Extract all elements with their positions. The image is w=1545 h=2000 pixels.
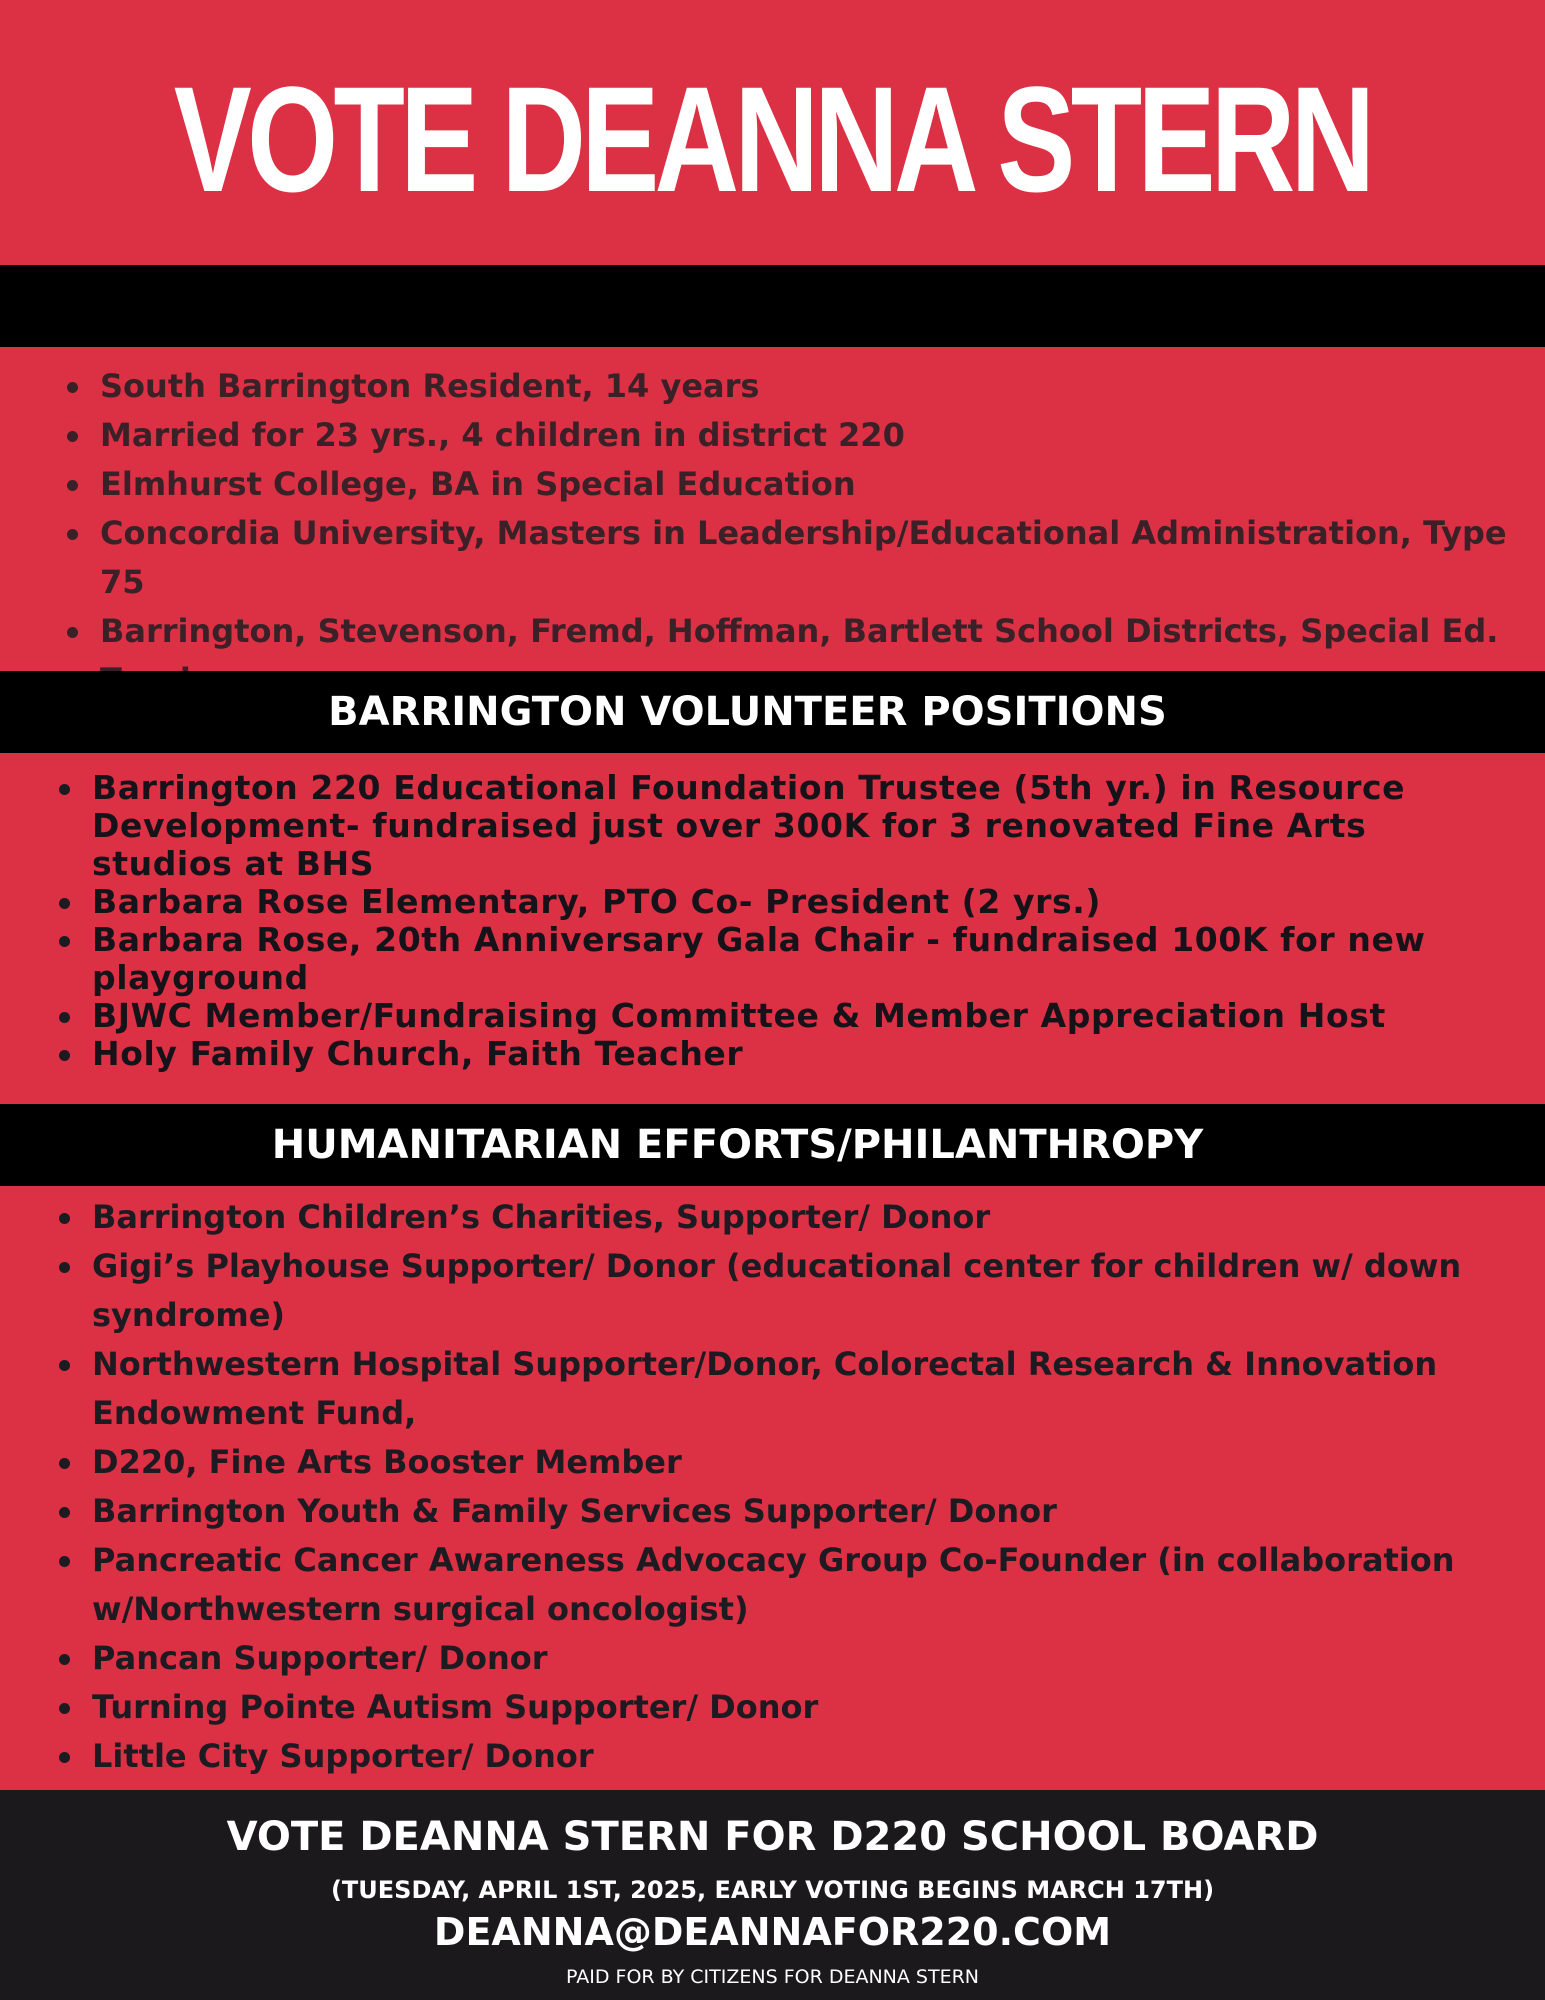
list-item: Barbara Rose Elementary, PTO Co- President (2 yrs.) [92,883,1512,921]
list-item: Pancreatic Cancer Awareness Advocacy Group Co-Founder (in collaboration w/Northwestern surgical oncologist) [92,1536,1512,1634]
title-band [0,0,1545,265]
list-item: South Barrington Resident, 14 years [100,362,1520,411]
volunteer-header-bar [0,671,1545,753]
list-item: Barrington Youth & Family Services Supporter/ Donor [92,1487,1512,1536]
bio-list [100,362,1520,705]
page-title: VOTE DEANNA STERN [174,54,1371,223]
list-item: BJWC Member/Fundraising Committee & Member Appreciation Host [92,997,1512,1035]
list-item: Holy Family Church, Faith Teacher [92,1035,1512,1073]
list-item: Northwestern Hospital Supporter/Donor, Colorectal Research & Innovation Endowment Fund, [92,1340,1512,1438]
list-item: Married for 23 yrs., 4 children in district 220 [100,411,1520,460]
list-item: Barrington 220 Educational Foundation Trustee (5th yr.) in Resource Development- fundraised just over 300K for 3 renovated Fine Arts studios at BHS [92,769,1512,883]
list-item: Barrington, Stevenson, Fremd, Hoffman, Bartlett School Districts, Special Ed. [100,607,1520,705]
divider-bar [0,265,1545,347]
humanitarian-heading: HUMANITARIAN EFFORTS/PHILANTHROPY [271,1122,1204,1168]
contact-email: DEANNA@DEANNAFOR220.COM [433,1910,1112,1954]
list-item: D220, Fine Arts Booster Member [92,1438,1512,1487]
list-item: Elmhurst College, BA in Special Education [100,460,1520,509]
footer-slogan: VOTE DEANNA STERN FOR D220 SCHOOL BOARD [226,1814,1319,1860]
humanitarian-header-bar [0,1104,1545,1186]
election-date: (TUESDAY, APRIL 1ST, 2025, EARLY VOTING BEGINS MARCH 17TH) [330,1876,1215,1904]
volunteer-list [92,769,1512,1073]
list-item: Pancan Supporter/ Donor [92,1634,1512,1683]
volunteer-heading: BARRINGTON VOLUNTEER POSITIONS [328,689,1167,735]
footer [0,1790,1545,2000]
list-item: Concordia University, Masters in Leadership/Educational Administration, Type 75 [100,509,1520,607]
paid-for-disclaimer: PAID FOR BY CITIZENS FOR DEANNA STERN [566,1966,979,1988]
list-item: Little City Supporter/ Donor [92,1732,1512,1781]
list-item: Gigi’s Playhouse Supporter/ Donor (educational center for children w/ down syndrome) [92,1242,1512,1340]
humanitarian-list [92,1193,1512,1781]
list-item: Barrington Children’s Charities, Supporter/ Donor [92,1193,1512,1242]
list-item: Turning Pointe Autism Supporter/ Donor [92,1683,1512,1732]
list-item: Barbara Rose, 20th Anniversary Gala Chair - fundraised 100K for new playground [92,921,1512,997]
